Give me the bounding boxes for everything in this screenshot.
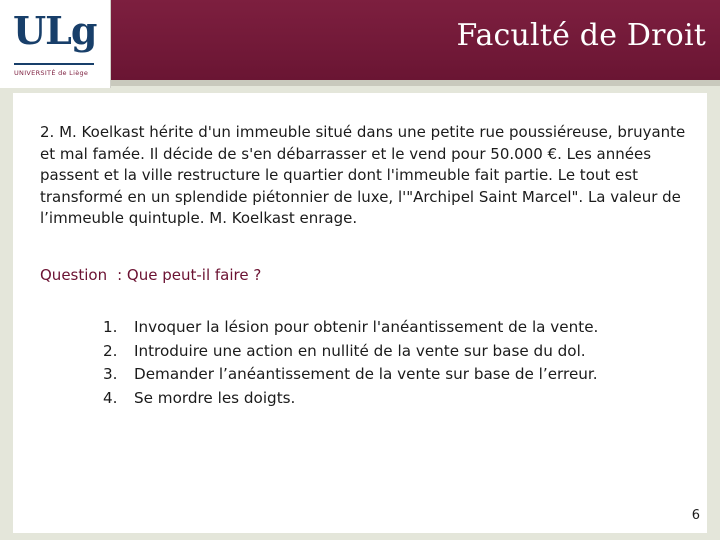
question-label: Question xyxy=(40,266,108,284)
option-text: Se mordre les doigts. xyxy=(134,388,296,407)
logo-rule xyxy=(14,63,94,65)
option-number: 4. xyxy=(103,388,118,407)
answer-option xyxy=(103,363,598,387)
answer-option xyxy=(103,340,598,364)
option-number: 2. xyxy=(103,341,118,360)
answer-option xyxy=(103,316,598,340)
logo-subtitle: UNIVERSITÉ de Liège xyxy=(14,69,89,77)
answer-option xyxy=(103,387,598,411)
logo-text: ULg xyxy=(13,8,97,53)
question-line xyxy=(40,266,261,284)
faculty-title: Faculté de Droit xyxy=(456,18,706,53)
answer-options xyxy=(103,316,598,410)
option-text: Demander l’anéantissement de la vente sur base de l’erreur. xyxy=(134,365,598,383)
option-number: 3. xyxy=(103,365,118,383)
page-number: 6 xyxy=(691,508,700,523)
case-paragraph: 2. M. Koelkast hérite d'un immeuble situé dans une petite rue poussiéreuse, bruyante et mal famée. Il décide de s'en débarrasser et le vend pour 50.000 €. Les années passent et la ville restructure le quartier dont l'immeuble fait partie. Le tout est transformé en un splendide piétonnier de luxe, l'"Archipel Saint Marcel". La valeur de l’immeuble quintuple. M. Koelkast enrage. xyxy=(40,123,686,227)
university-logo xyxy=(0,0,111,88)
option-number: 1. xyxy=(103,318,118,336)
option-text: Invoquer la lésion pour obtenir l'anéantissement de la vente. xyxy=(134,318,599,336)
question-text: : Que peut-il faire ? xyxy=(117,266,262,284)
option-text: Introduire une action en nullité de la vente sur base du dol. xyxy=(134,341,586,360)
